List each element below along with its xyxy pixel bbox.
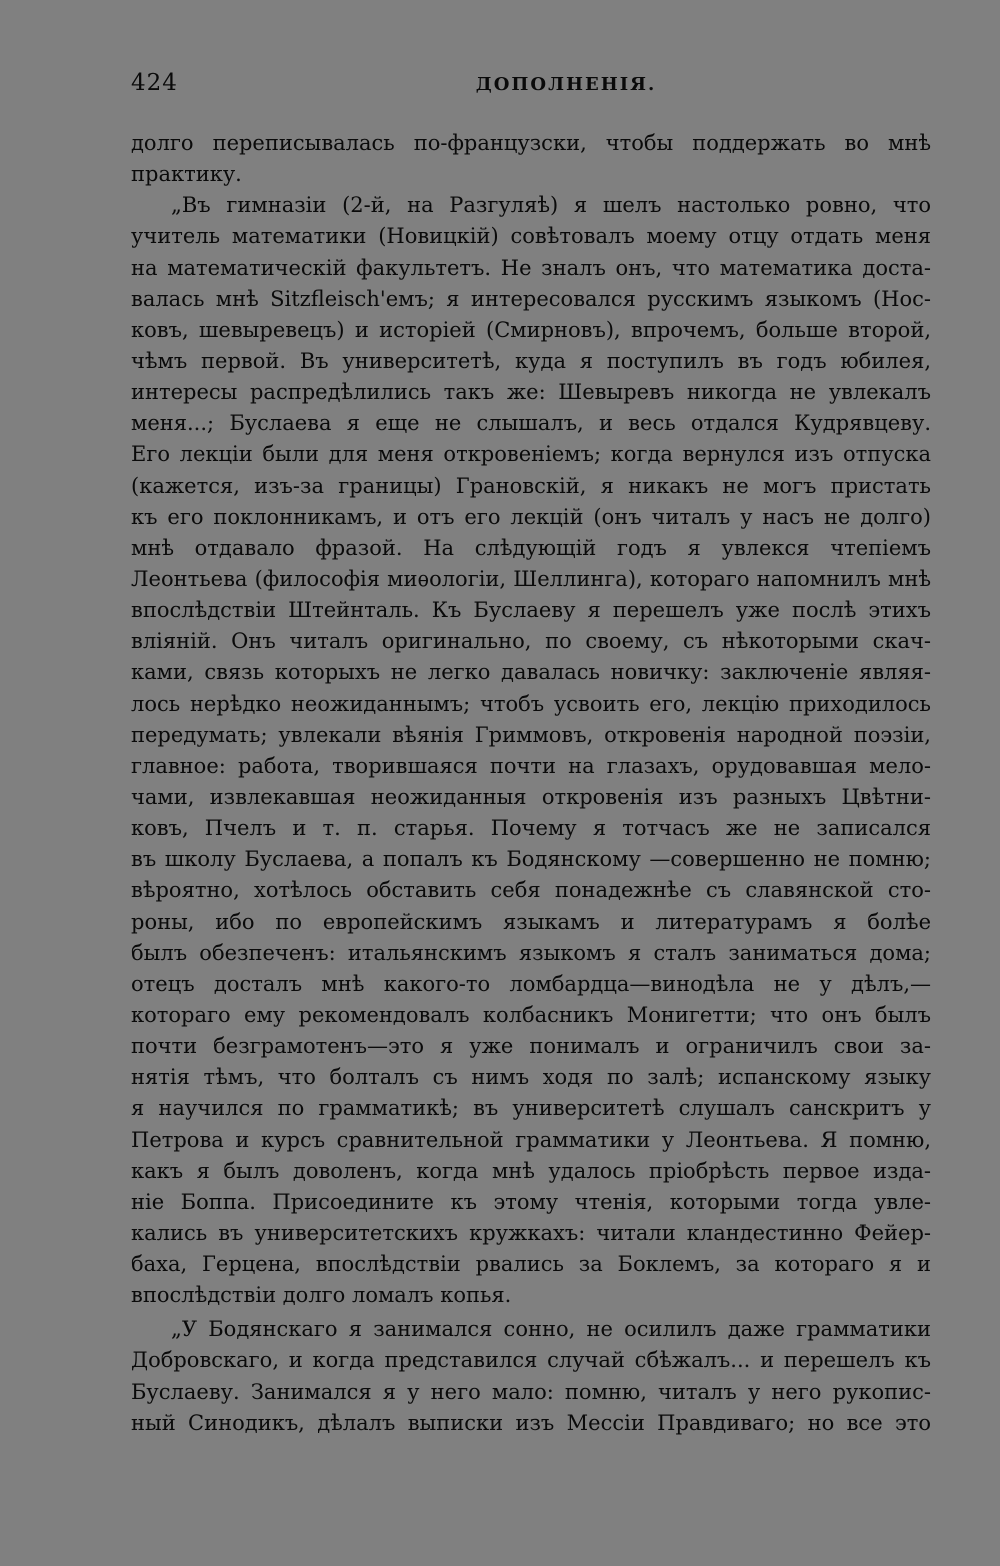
text-line: Буслаеву. Занимался я у него мало: помню, читалъ у него рукопис- bbox=[131, 1379, 931, 1404]
text-line: учитель математики (Новицкій) совѣтовалъ моему отцу отдать меня bbox=[131, 224, 931, 249]
text-line: чами, извлекавшая неожиданныя откровенія изъ разныхъ Цвѣтни- bbox=[131, 784, 931, 809]
text-line: вѣроятно, хотѣлось обставить себя понадежнѣе съ славянской сто- bbox=[131, 878, 931, 903]
text-line: впослѣдствіи Штейнталь. Къ Буслаеву я перешелъ уже послѣ этихъ bbox=[131, 598, 931, 623]
text-line: меня...; Буслаева я еще не слышалъ, и весь отдался Кудрявцеву. bbox=[131, 411, 931, 436]
text-line: практику. bbox=[131, 162, 242, 187]
text-line: Леонтьева (философія миѳологіи, Шеллинга), котораго напомнилъ мнѣ bbox=[131, 566, 931, 591]
text-line: главное: работа, творившаяся почти на глазахъ, орудовавшая мело- bbox=[131, 753, 931, 778]
text-line: нятія тѣмъ, что болталъ съ нимъ ходя по залѣ; испанскому языку bbox=[131, 1065, 931, 1090]
running-head bbox=[131, 70, 931, 110]
text-line: отецъ досталъ мнѣ какого-то ломбардца—винодѣла не у дѣлъ,— bbox=[131, 971, 931, 996]
text-line: роны, ибо по европейскимъ языкамъ и литературамъ я болѣе bbox=[131, 909, 931, 934]
text-line: „У Бодянскаго я занимался сонно, не осилилъ даже грамматики bbox=[171, 1317, 931, 1342]
text-line: чѣмъ первой. Въ университетѣ, куда я поступилъ въ годъ юбилея, bbox=[131, 348, 931, 373]
running-title: ДОПОЛНЕНІЯ. bbox=[475, 74, 657, 95]
text-line: долго переписывалась по-французски, чтобы поддержать во мнѣ bbox=[131, 131, 931, 155]
text-line: на математическій факультетъ. Не зналъ онъ, что математика доста- bbox=[131, 255, 931, 280]
paragraph bbox=[131, 128, 931, 190]
text-line: (кажется, изъ-за границы) Грановскій, я никакъ не могъ пристать bbox=[131, 473, 931, 498]
text-line: ніе Боппа. Присоедините къ этому чтенія, которыми тогда увле- bbox=[131, 1189, 931, 1214]
text-line: Его лекціи были для меня откровеніемъ; когда вернулся изъ отпуска bbox=[131, 442, 931, 467]
text-line: ный Синодикъ, дѣлалъ выписки изъ Мессіи Правдиваго; но все это bbox=[131, 1410, 931, 1435]
text-line: почти безграмотенъ—это я уже понималъ и ограничилъ свои за- bbox=[131, 1034, 931, 1059]
text-line: какъ я былъ доволенъ, когда мнѣ удалось пріобрѣсть первое изда- bbox=[131, 1158, 931, 1183]
text-line: вліяній. Онъ читалъ оригинально, по своему, съ нѣкоторыми скач- bbox=[131, 629, 931, 654]
text-line: ковъ, Пчелъ и т. п. старья. Почему я тотчасъ же не записался bbox=[131, 816, 931, 841]
text-line: къ его поклонникамъ, и отъ его лекцій (онъ читалъ у насъ не долго) bbox=[131, 504, 931, 529]
paragraph bbox=[131, 1314, 931, 1439]
text-line: передумать; увлекали вѣянія Гриммовъ, откровенія народной поэзіи, bbox=[131, 722, 931, 747]
text-line: въ школу Буслаева, а попалъ къ Бодянскому —совершенно не помню; bbox=[131, 847, 931, 872]
text-line: баха, Герцена, впослѣдствіи рвались за Боклемъ, за котораго я и bbox=[131, 1252, 931, 1277]
text-line: я научился по грамматикѣ; въ университетѣ слушалъ санскритъ у bbox=[131, 1096, 931, 1121]
text-line: интересы распредѣлились такъ же: Шевыревъ никогда не увлекалъ bbox=[131, 380, 931, 405]
text-line: былъ обезпеченъ: итальянскимъ языкомъ я сталъ заниматься дома; bbox=[131, 940, 931, 965]
text-line: лось нерѣдко неожиданнымъ; чтобъ усвоить его, лекцію приходилось bbox=[131, 691, 931, 716]
text-line: Добровскаго, и когда представился случай сбѣжалъ... и перешелъ къ bbox=[131, 1348, 931, 1373]
text-line: ковъ, шевыревецъ) и исторіей (Смирновъ), впрочемъ, больше второй, bbox=[131, 317, 931, 342]
text-line: „Въ гимназіи (2-й, на Разгуляѣ) я шелъ настолько ровно, что bbox=[171, 193, 931, 218]
page-number: 424 bbox=[131, 70, 178, 96]
text-line: кались въ университетскихъ кружкахъ: читали кландестинно Фейер- bbox=[131, 1220, 931, 1245]
body-text bbox=[131, 128, 931, 1439]
text-line: ками, связь которыхъ не легко давалась новичку: заключеніе являя- bbox=[131, 660, 931, 685]
text-line: Петрова и курсъ сравнительной грамматики у Леонтьева. Я помню, bbox=[131, 1127, 931, 1152]
paragraph bbox=[131, 190, 931, 1311]
text-line: мнѣ отдавало фразой. На слѣдующій годъ я увлекся чтепіемъ bbox=[131, 535, 931, 560]
text-line: валась мнѣ Sitzfleisch'емъ; я интересовался русскимъ языкомъ (Нос- bbox=[131, 286, 931, 311]
text-line: впослѣдствіи долго ломалъ копья. bbox=[131, 1283, 512, 1308]
text-line: котораго ему рекомендовалъ колбасникъ Монигетти; что онъ былъ bbox=[131, 1002, 931, 1027]
